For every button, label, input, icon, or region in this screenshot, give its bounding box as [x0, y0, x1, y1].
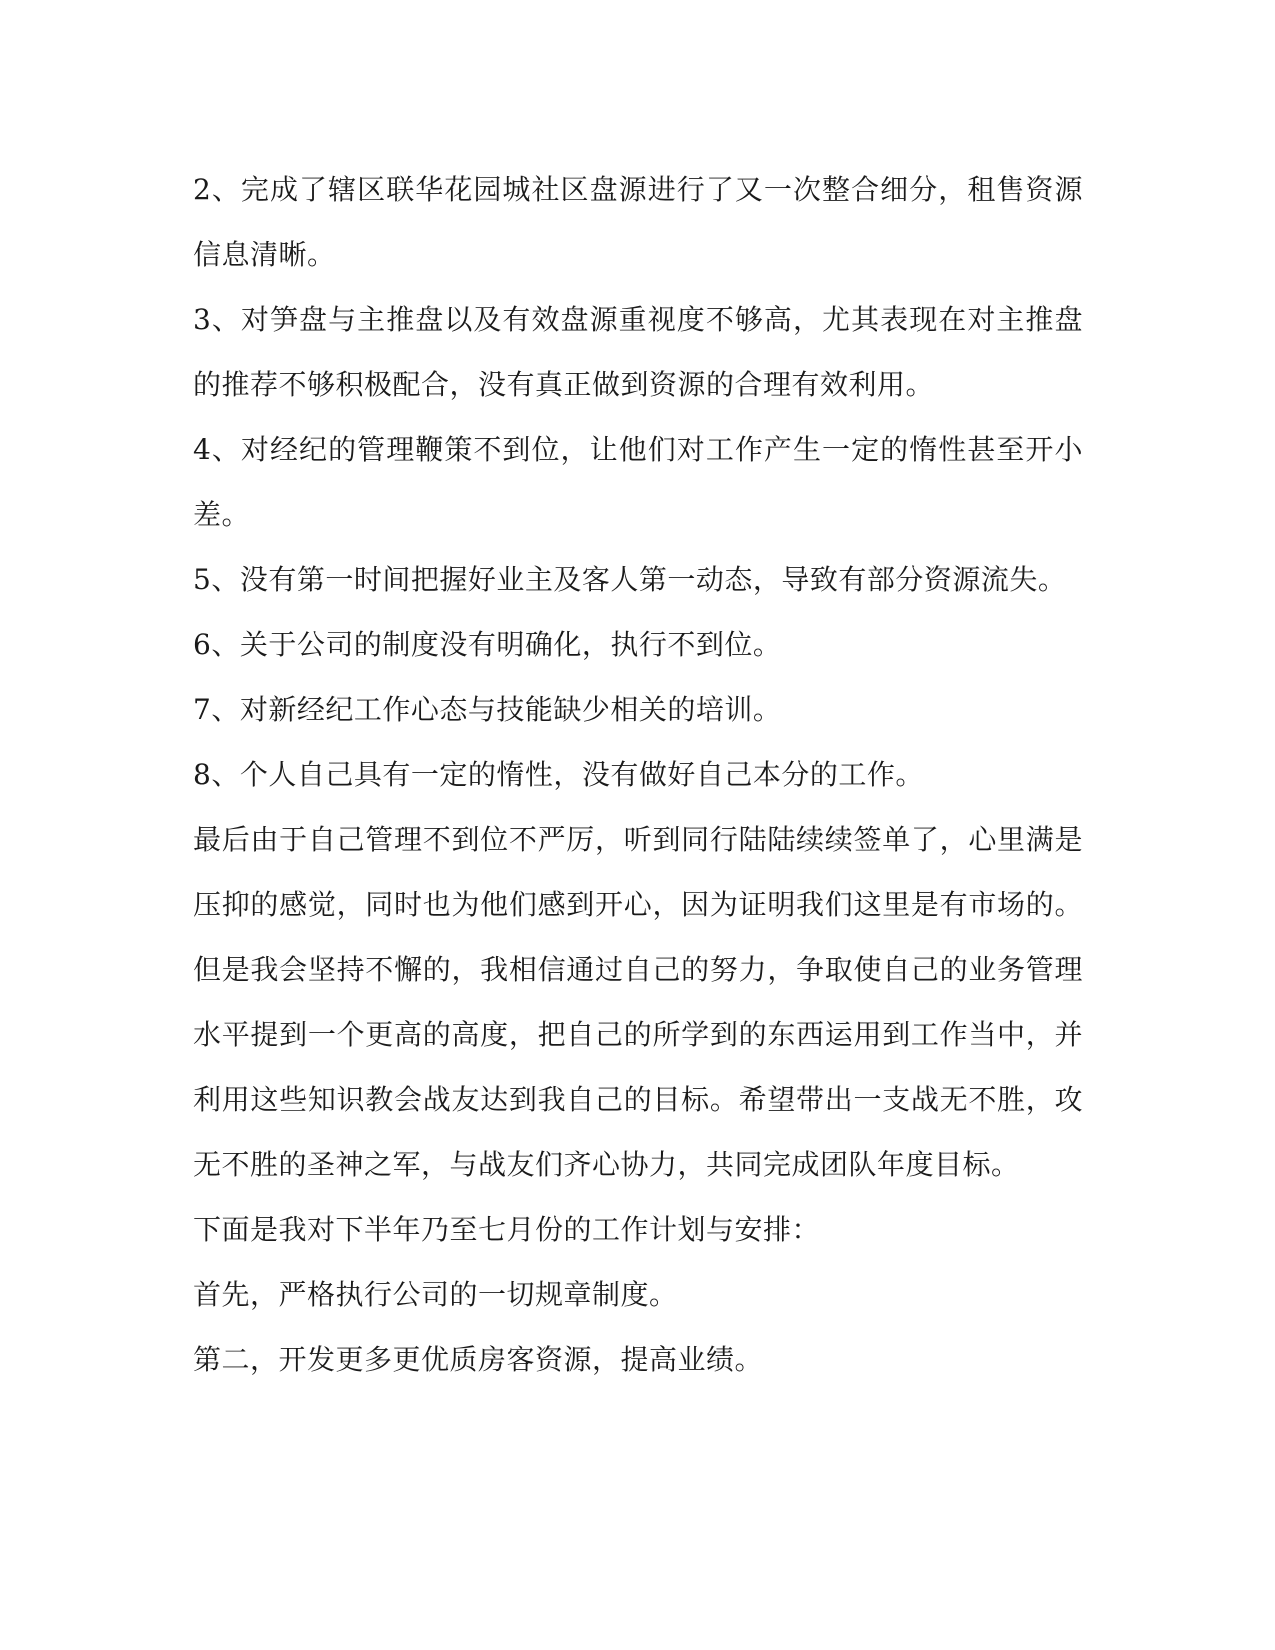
paragraph-plan-second: 第二，开发更多更优质房客资源，提高业绩。: [193, 1343, 764, 1376]
paragraph-item-4: 4、对经纪的管理鞭策不到位，让他们对工作产生一定的惰性甚至开小差。: [193, 433, 1083, 531]
paragraph-item-6: 6、关于公司的制度没有明确化，执行不到位。: [193, 628, 782, 661]
paragraph-plan-first: 首先，严格执行公司的一切规章制度。: [193, 1278, 678, 1311]
paragraph-item-5: 5、没有第一时间把握好业主及客人第一动态，导致有部分资源流失。: [193, 563, 1067, 596]
paragraph-item-2: 2、完成了辖区联华花园城社区盘源进行了又一次整合细分，租售资源信息清晰。: [193, 173, 1083, 271]
paragraph-plan-intro: 下面是我对下半年乃至七月份的工作计划与安排：: [193, 1213, 821, 1246]
document-body: [193, 157, 1083, 1392]
paragraph-item-8: 8、个人自己具有一定的惰性，没有做好自己本分的工作。: [193, 758, 924, 791]
paragraph-item-3: 3、对笋盘与主推盘以及有效盘源重视度不够高，尤其表现在对主推盘的推荐不够积极配合，没有真正做到资源的合理有效利用。: [193, 303, 1083, 401]
paragraph-item-7: 7、对新经纪工作心态与技能缺少相关的培训。: [193, 693, 782, 726]
paragraph-conclusion: 最后由于自己管理不到位不严厉，听到同行陆陆续续签单了，心里满是压抑的感觉，同时也为他们感到开心，因为证明我们这里是有市场的。但是我会坚持不懈的，我相信通过自己的努力，争取使自己的业务管理水平提到一个更高的高度，把自己的所学到的东西运用到工作当中，并利用这些知识教会战友达到我自己的目标。希望带出一支战无不胜，攻无不胜的圣神之军，与战友们齐心协力，共同完成团队年度目标。: [193, 823, 1083, 1181]
